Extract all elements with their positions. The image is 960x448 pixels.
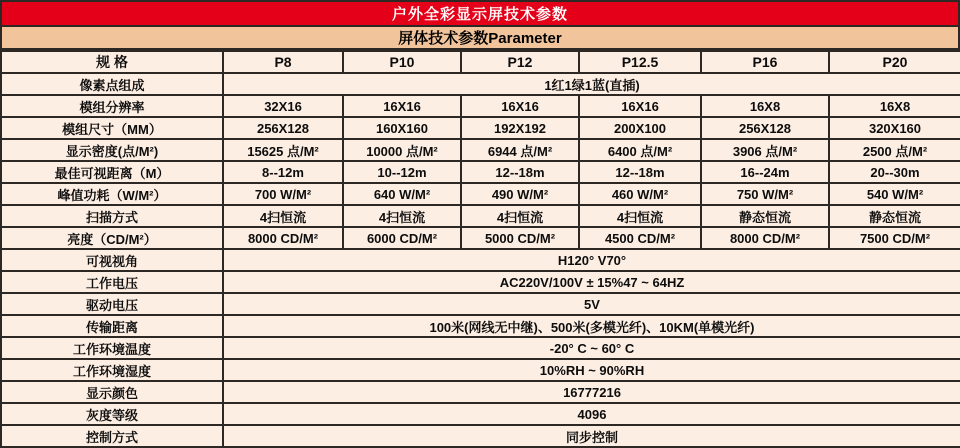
table-row bbox=[1, 359, 960, 381]
table-row bbox=[1, 425, 960, 447]
spec-label: 显示密度(点/M²) bbox=[1, 139, 223, 161]
table-row bbox=[1, 381, 960, 403]
spec-value: 192X192 bbox=[461, 117, 579, 139]
spec-value: 6000 CD/M² bbox=[343, 227, 461, 249]
spec-value: 12--18m bbox=[579, 161, 701, 183]
spec-label: 最佳可视距离（M） bbox=[1, 161, 223, 183]
spec-label: 工作环境温度 bbox=[1, 337, 223, 359]
spec-merged-value: AC220V/100V ± 15%47 ~ 64HZ bbox=[223, 271, 960, 293]
spec-value: 4扫恒流 bbox=[343, 205, 461, 227]
table-row bbox=[1, 73, 960, 95]
spec-value: 200X100 bbox=[579, 117, 701, 139]
table-row bbox=[1, 337, 960, 359]
spec-label: 扫描方式 bbox=[1, 205, 223, 227]
spec-value: 4扫恒流 bbox=[223, 205, 343, 227]
spec-value: 16X16 bbox=[343, 95, 461, 117]
parameters-table bbox=[0, 50, 960, 448]
table-header-row bbox=[1, 51, 960, 73]
spec-value: 3906 点/M² bbox=[701, 139, 829, 161]
spec-value: 4扫恒流 bbox=[461, 205, 579, 227]
spec-label: 灰度等级 bbox=[1, 403, 223, 425]
table-row bbox=[1, 249, 960, 271]
table-row bbox=[1, 161, 960, 183]
spec-value: 8000 CD/M² bbox=[701, 227, 829, 249]
table-row bbox=[1, 139, 960, 161]
spec-value: 6944 点/M² bbox=[461, 139, 579, 161]
model-column-header: P12 bbox=[461, 51, 579, 73]
page-title: 户外全彩显示屏技术参数 bbox=[2, 2, 958, 25]
spec-value: 静态恒流 bbox=[701, 205, 829, 227]
table-row bbox=[1, 271, 960, 293]
table-row bbox=[1, 95, 960, 117]
spec-value: 256X128 bbox=[223, 117, 343, 139]
spec-value: 7500 CD/M² bbox=[829, 227, 960, 249]
spec-value: 10000 点/M² bbox=[343, 139, 461, 161]
spec-label: 显示颜色 bbox=[1, 381, 223, 403]
spec-value: 700 W/M² bbox=[223, 183, 343, 205]
spec-value: 320X160 bbox=[829, 117, 960, 139]
model-column-header: P16 bbox=[701, 51, 829, 73]
table-row bbox=[1, 183, 960, 205]
spec-label: 亮度（CD/M²） bbox=[1, 227, 223, 249]
spec-value: 10--12m bbox=[343, 161, 461, 183]
table-row bbox=[1, 205, 960, 227]
spec-value: 16X8 bbox=[701, 95, 829, 117]
spec-label: 模组尺寸（MM） bbox=[1, 117, 223, 139]
spec-value: 8000 CD/M² bbox=[223, 227, 343, 249]
model-column-header: P8 bbox=[223, 51, 343, 73]
spec-value: 16X8 bbox=[829, 95, 960, 117]
table-row bbox=[1, 403, 960, 425]
model-column-header: P20 bbox=[829, 51, 960, 73]
spec-label: 像素点组成 bbox=[1, 73, 223, 95]
table-row bbox=[1, 293, 960, 315]
spec-value: 12--18m bbox=[461, 161, 579, 183]
spec-label: 工作电压 bbox=[1, 271, 223, 293]
spec-value: 16--24m bbox=[701, 161, 829, 183]
table-row bbox=[1, 227, 960, 249]
model-column-header: P12.5 bbox=[579, 51, 701, 73]
spec-merged-value: 5V bbox=[223, 293, 960, 315]
parameters-table-body bbox=[1, 51, 960, 447]
model-column-header: P10 bbox=[343, 51, 461, 73]
spec-value: 32X16 bbox=[223, 95, 343, 117]
spec-label: 模组分辨率 bbox=[1, 95, 223, 117]
spec-value: 8--12m bbox=[223, 161, 343, 183]
spec-value: 4扫恒流 bbox=[579, 205, 701, 227]
spec-label: 峰值功耗（W/M²） bbox=[1, 183, 223, 205]
table-row bbox=[1, 315, 960, 337]
table-row bbox=[1, 117, 960, 139]
spec-label: 传输距离 bbox=[1, 315, 223, 337]
spec-label: 驱动电压 bbox=[1, 293, 223, 315]
spec-merged-value: 16777216 bbox=[223, 381, 960, 403]
spec-merged-value: 4096 bbox=[223, 403, 960, 425]
spec-value: 20--30m bbox=[829, 161, 960, 183]
spec-value: 490 W/M² bbox=[461, 183, 579, 205]
spec-merged-value: 100米(网线无中继)、500米(多模光纤)、10KM(单模光纤) bbox=[223, 315, 960, 337]
spec-value: 540 W/M² bbox=[829, 183, 960, 205]
spec-merged-value: 同步控制 bbox=[223, 425, 960, 447]
spec-value: 6400 点/M² bbox=[579, 139, 701, 161]
spec-label: 工作环境湿度 bbox=[1, 359, 223, 381]
spec-value: 4500 CD/M² bbox=[579, 227, 701, 249]
spec-value: 750 W/M² bbox=[701, 183, 829, 205]
spec-value: 160X160 bbox=[343, 117, 461, 139]
spec-merged-value: 1红1绿1蓝(直插) bbox=[223, 73, 960, 95]
spec-value: 460 W/M² bbox=[579, 183, 701, 205]
table-subtitle: 屏体技术参数Parameter bbox=[2, 27, 958, 48]
spec-value: 静态恒流 bbox=[829, 205, 960, 227]
spec-value: 640 W/M² bbox=[343, 183, 461, 205]
spec-merged-value: 10%RH ~ 90%RH bbox=[223, 359, 960, 381]
spec-value: 15625 点/M² bbox=[223, 139, 343, 161]
spec-merged-value: -20° C ~ 60° C bbox=[223, 337, 960, 359]
spec-label: 控制方式 bbox=[1, 425, 223, 447]
spec-value: 256X128 bbox=[701, 117, 829, 139]
spec-header-cell: 规 格 bbox=[1, 51, 223, 73]
spec-value: 16X16 bbox=[461, 95, 579, 117]
spec-value: 2500 点/M² bbox=[829, 139, 960, 161]
spec-label: 可视视角 bbox=[1, 249, 223, 271]
spec-value: 5000 CD/M² bbox=[461, 227, 579, 249]
spec-value: 16X16 bbox=[579, 95, 701, 117]
spec-merged-value: H120° V70° bbox=[223, 249, 960, 271]
